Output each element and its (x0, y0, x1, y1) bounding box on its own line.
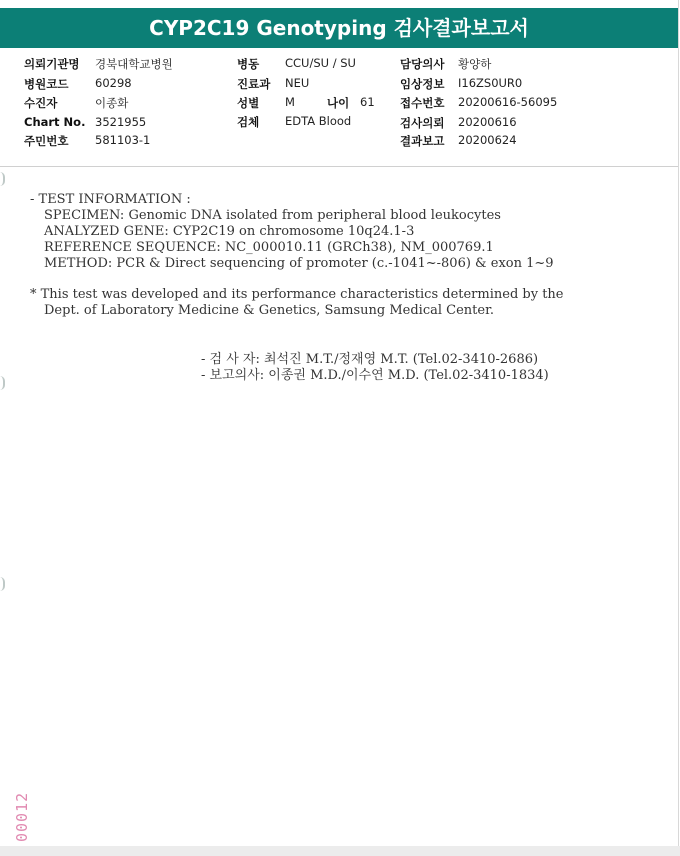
report-date-label: 결과보고 (400, 134, 445, 148)
examiner-line: - 검 사 자: 최석진 M.T./정재영 M.T. (Tel.02-3410-2686) (201, 352, 539, 367)
department-label: 진료과 (237, 77, 271, 91)
report-body (0, 167, 678, 383)
sex-value: M (285, 95, 295, 109)
hospital-code-value: 60298 (95, 76, 132, 90)
requesting-institution-label: 의뢰기관명 (24, 57, 80, 71)
age-value: 61 (360, 95, 375, 109)
attending-physician-value: 황양하 (458, 57, 492, 71)
report-title: CYP2C19 Genotyping 검사결과보고서 (0, 8, 678, 48)
request-date-value: 20200616 (458, 115, 517, 129)
chart-no-label: Chart No. (24, 115, 86, 129)
resident-number-value: 581103-1 (95, 133, 151, 147)
note-line-2: Dept. of Laboratory Medicine & Genetics, Samsung Medical Center. (44, 303, 495, 318)
bottom-strip (0, 846, 680, 856)
patient-name-value: 이종화 (95, 96, 129, 110)
ward-value: CCU/SU / SU (285, 56, 356, 70)
request-date-label: 검사의뢰 (400, 116, 445, 130)
page-number-stamp: 00012 (13, 791, 31, 842)
sex-label: 성별 (237, 96, 260, 110)
test-info-heading: - TEST INFORMATION : (30, 192, 191, 207)
specimen-line: SPECIMEN: Genomic DNA isolated from peripheral blood leukocytes (44, 208, 501, 223)
accession-number-value: 20200616-56095 (458, 95, 558, 109)
patient-info-header (0, 48, 678, 167)
chart-no-value: 3521955 (95, 115, 147, 129)
report-date-value: 20200624 (458, 133, 517, 147)
accession-number-label: 접수번호 (400, 96, 445, 110)
requesting-institution-value: 경북대학교병원 (95, 57, 173, 71)
clinical-info-label: 임상정보 (400, 77, 445, 91)
department-value: NEU (285, 76, 310, 90)
reference-sequence-line: REFERENCE SEQUENCE: NC_000010.11 (GRCh38), NM_000769.1 (44, 240, 494, 255)
resident-number-label: 주민번호 (24, 134, 69, 148)
method-line: METHOD: PCR & Direct sequencing of promoter (c.-1041~-806) & exon 1~9 (44, 256, 554, 271)
specimen-type-value: EDTA Blood (285, 114, 352, 128)
analyzed-gene-line: ANALYZED GENE: CYP2C19 on chromosome 10q24.1-3 (44, 224, 415, 239)
clinical-info-value: I16ZS0UR0 (458, 76, 523, 90)
patient-name-label: 수진자 (24, 96, 58, 110)
note-line-1: * This test was developed and its performance characteristics determined by the (30, 287, 564, 302)
specimen-type-label: 검체 (237, 115, 260, 129)
hospital-code-label: 병원코드 (24, 77, 69, 91)
attending-physician-label: 담당의사 (400, 57, 445, 71)
reporting-physician-line: - 보고의사: 이종권 M.D./이수연 M.D. (Tel.02-3410-1834) (201, 368, 549, 383)
age-label: 나이 (327, 96, 350, 110)
ward-label: 병동 (237, 57, 260, 71)
